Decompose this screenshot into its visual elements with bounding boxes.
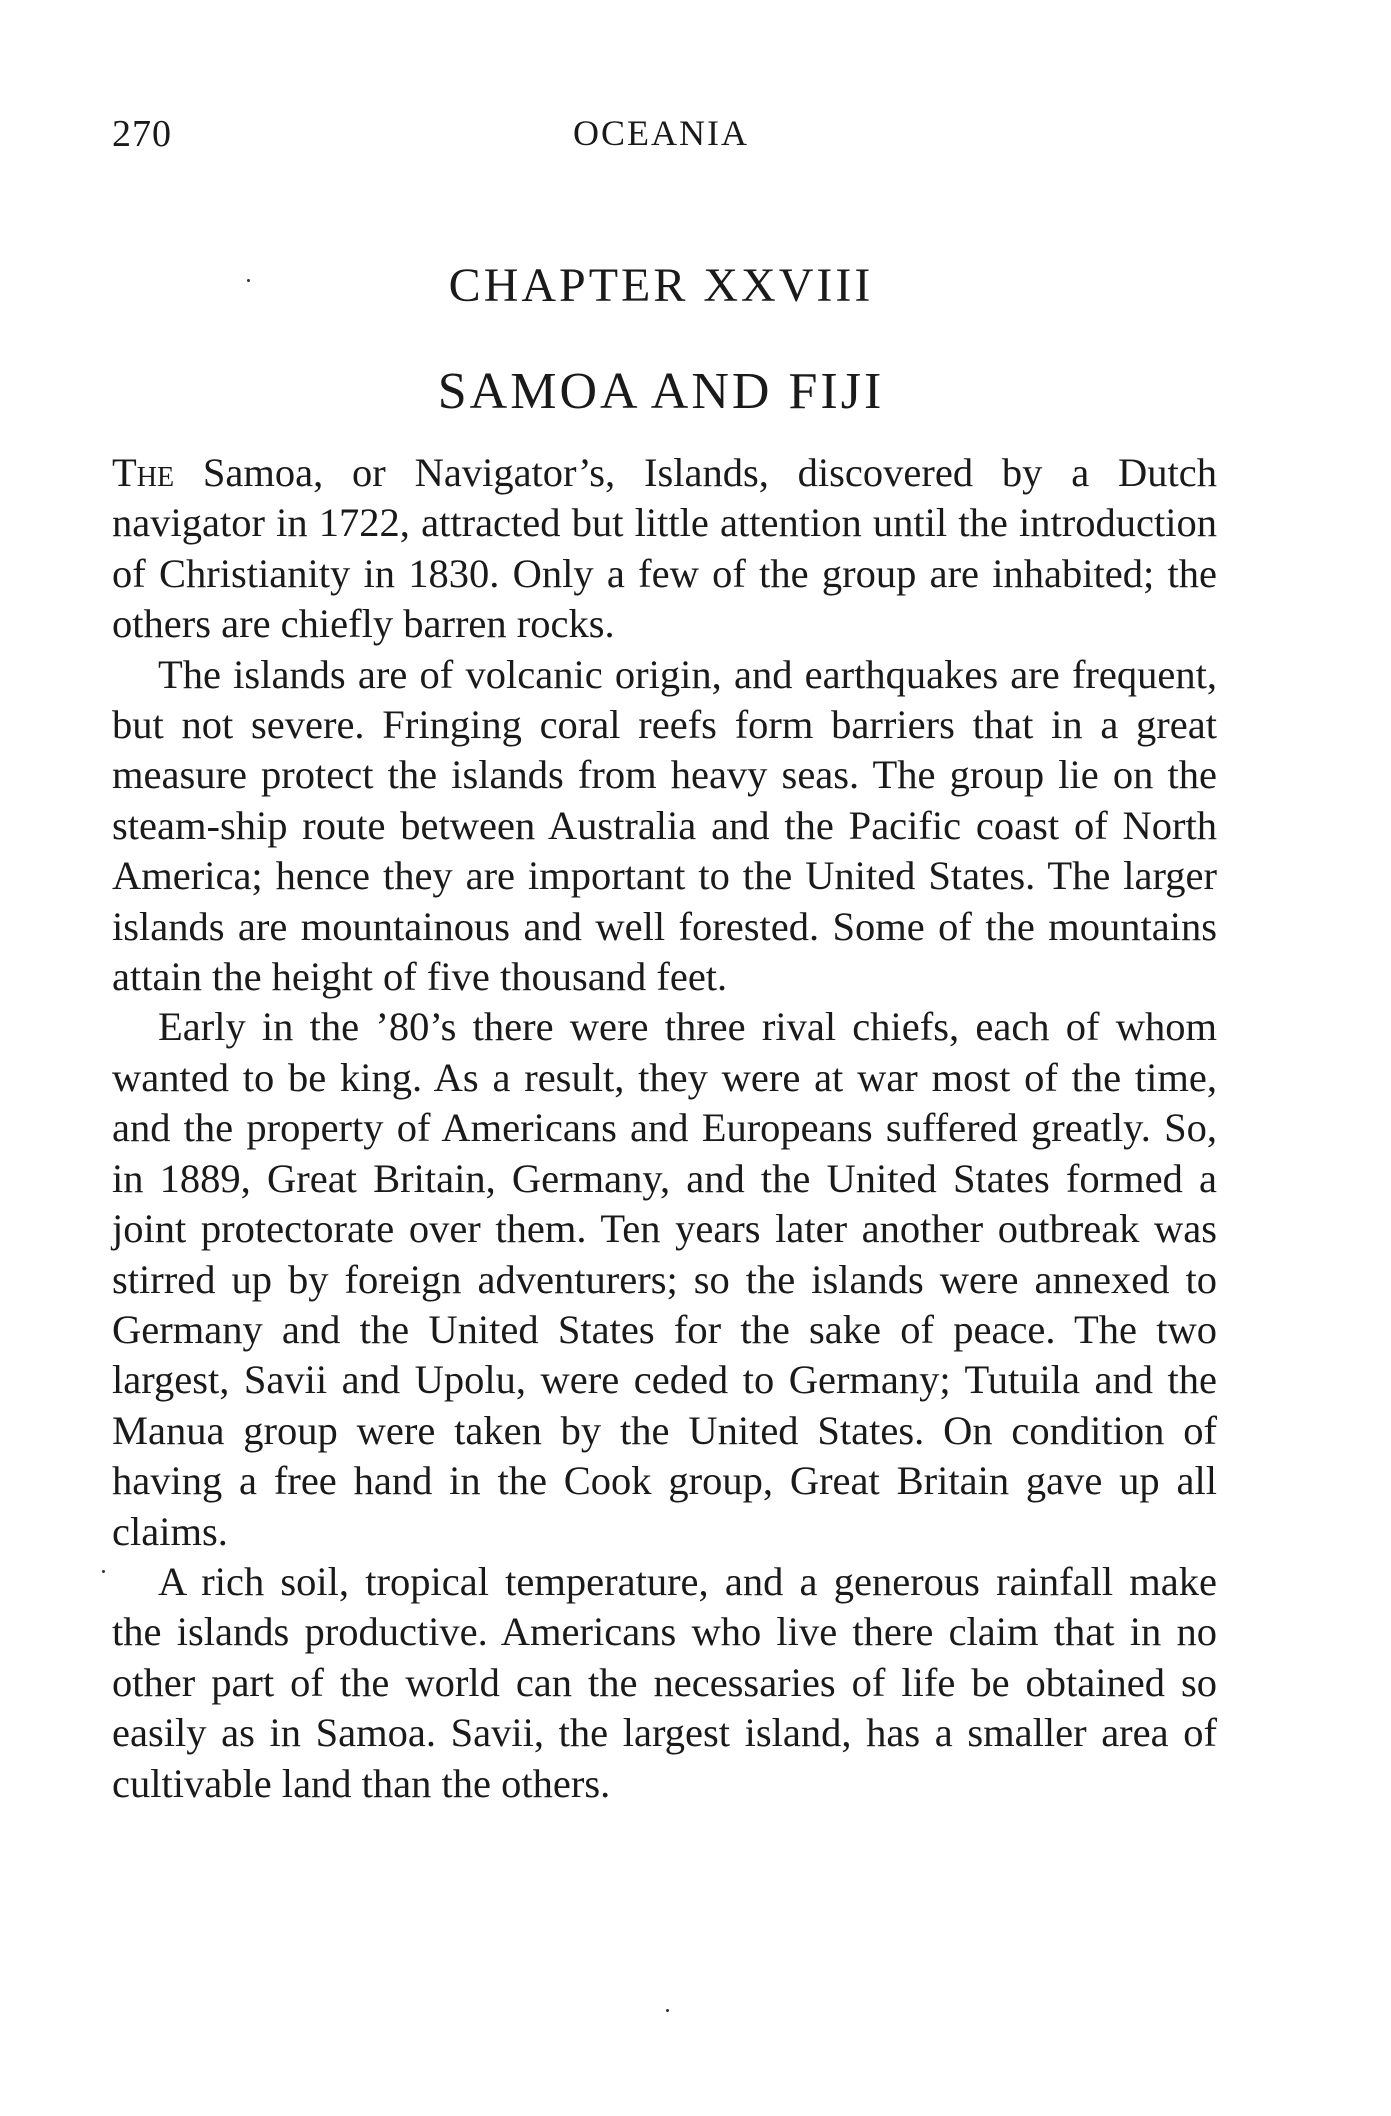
chapter-title: SAMOA AND FIJI: [437, 363, 885, 420]
chapter-number: CHAPTER XXVIII: [448, 259, 874, 312]
paragraph-4: A rich soil, tropical temperature, and a generous rainfall make the islands productive. Americans who live there claim that in no other part of the world can the necessaries of life be obtained so easily as in Samoa. Savii, the largest island, has a smaller area of cultivable land than the others.: [112, 1558, 1217, 1806]
print-speck: [247, 279, 250, 282]
print-speck: [666, 2009, 669, 2012]
running-title: OCEANIA: [573, 113, 749, 153]
paragraph-2: The islands are of volcanic origin, and earthquakes are frequent, but not severe. Fringing coral reefs form barriers that in a great measure protect the islands from heavy seas. The group lie on the steam-ship route between Australia and the Pacific coast of North America; hence they are important to the United States. The larger islands are mountainous and well forested. Some of the mountains attain the height of five thousand feet.: [112, 651, 1217, 1000]
print-speck: [102, 1570, 105, 1573]
paragraph-1-text: Samoa, or Navigator’s, Islands, discovered by a Dutch navigator in 1722, attracted but little attention until the introduction of Christianity in 1830. Only a few of the group are inhabited; the others are chiefly barren rocks.: [112, 450, 1217, 647]
running-head: [112, 112, 1210, 160]
page-number: 270: [112, 113, 172, 155]
paragraph-3: Early in the ’80’s there were three rival chiefs, each of whom wanted to be king. As a result, they were at war most of the time, and the property of Americans and Europeans suffered greatly. So, in 1889, Great Britain, Germany, and the United States formed a joint protectorate over them. Ten years later another outbreak was stirred up by foreign adventurers; so the islands were annexed to Germany and the United States for the sake of peace. The two largest, Savii and Upolu, were ceded to Germany; Tutuila and the Manua group were taken by the United States. On condition of having a free hand in the Cook group, Great Britain gave up all claims.: [112, 1004, 1217, 1554]
paragraph-lead-word: The: [112, 450, 175, 495]
paragraph-1: [112, 448, 1217, 650]
body-text: [112, 448, 1217, 1809]
